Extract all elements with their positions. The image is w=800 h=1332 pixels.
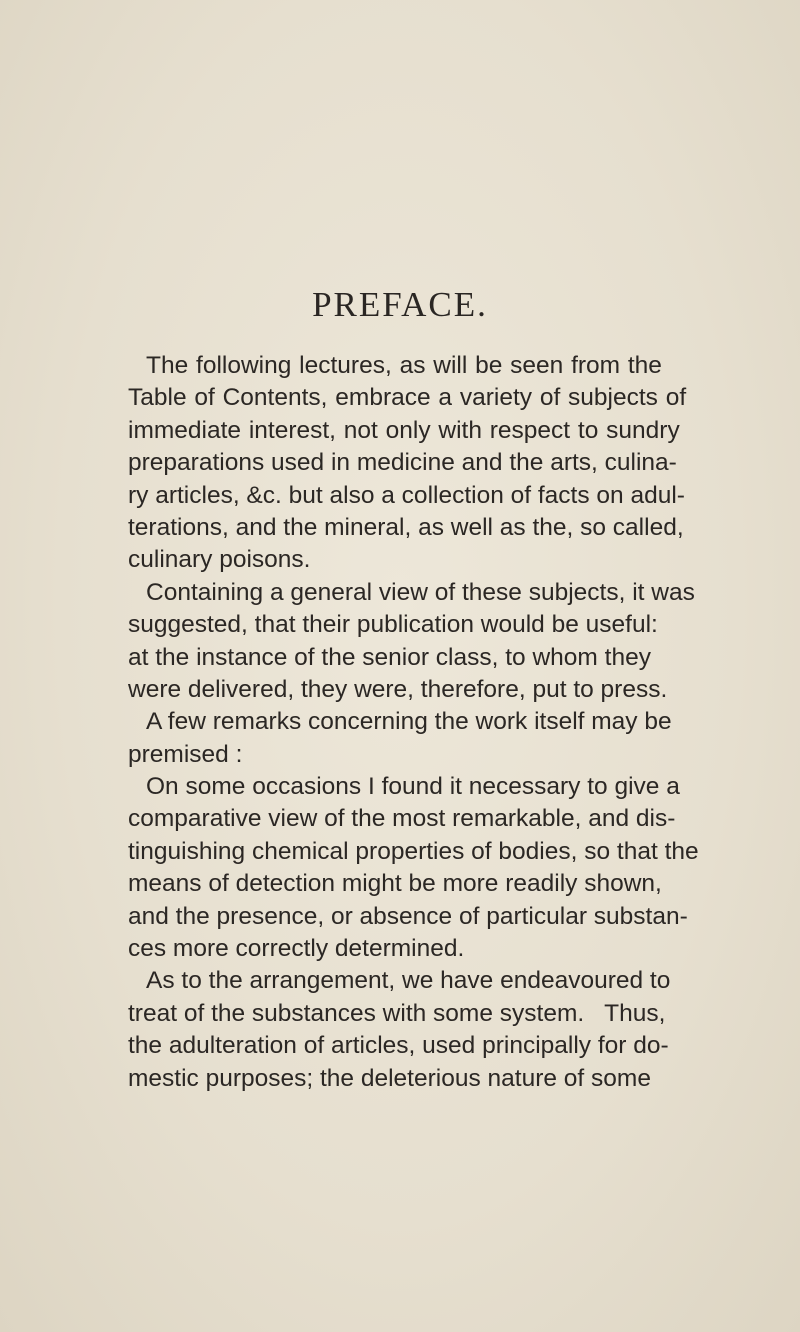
text-line: On some occasions I found it necessary to give a [146,773,680,801]
text-line: The following lectures, as will be seen from the [146,352,662,379]
preface-body [128,350,788,1095]
text-line: culinary poisons. [128,546,311,574]
page-title: PREFACE. [312,285,488,324]
text-line: terations, and the mineral, as well as the, so called, [128,513,684,541]
text-line: immediate interest, not only with respect to sundry [128,416,680,444]
text-line: preparations used in medicine and the arts, culina- [128,449,677,477]
text-line: ry articles, &c. but also a collection of facts on adul- [128,481,685,509]
text-line: A few remarks concerning the work itself may be [146,708,672,736]
text-line: at the instance of the senior class, to whom they [128,643,651,671]
text-line: means of detection might be more readily shown, [128,870,662,898]
text-line: suggested, that their publication would be useful: [128,611,658,639]
text-line: tinguishing chemical properties of bodies, so that the [128,837,699,865]
text-line: and the presence, or absence of particular substan- [128,902,688,930]
text-line: As to the arrangement, we have endeavoured to [146,967,671,995]
text-line: ces more correctly determined. [128,935,465,963]
text-line: premised : [128,740,243,768]
text-line: Table of Contents, embrace a variety of subjects of [128,384,687,412]
text-line: were delivered, they were, therefore, put to press. [128,675,668,703]
text-line: the adulteration of articles, used principally for do- [128,1032,669,1060]
text-line: mestic purposes; the deleterious nature of some [128,1064,651,1092]
text-line: Containing a general view of these subjects, it was [146,578,695,606]
text-line: comparative view of the most remarkable, and dis- [128,805,676,833]
text-line: treat of the substances with some system. Thus, [128,999,666,1027]
